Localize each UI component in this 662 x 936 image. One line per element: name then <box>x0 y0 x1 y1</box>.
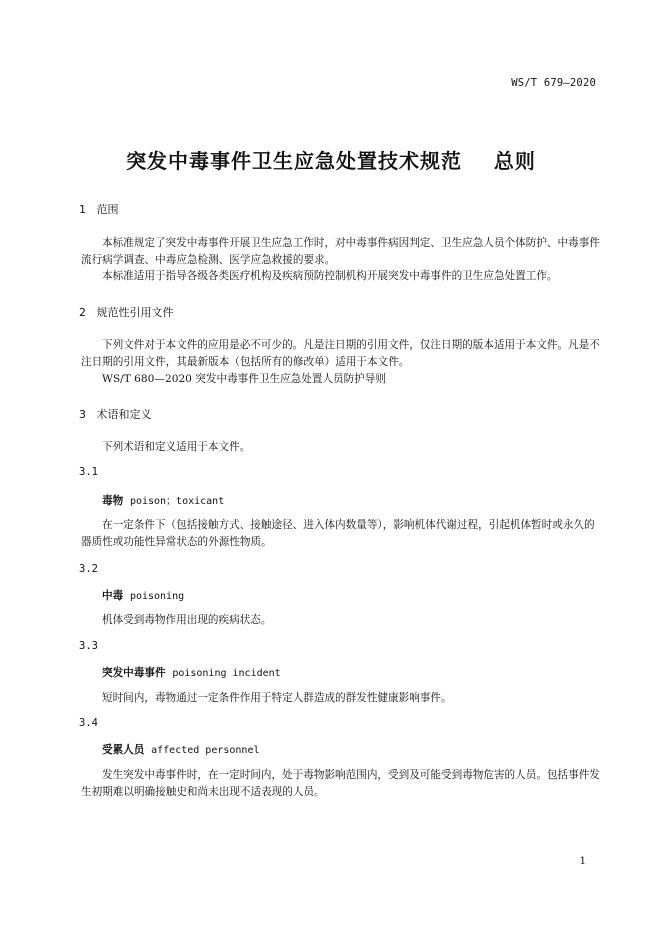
document-title: 突发中毒事件卫生应急处置技术规范 总则 <box>126 149 536 173</box>
section-1-paragraph-1: 本标准规定了突发中毒事件开展卫生应急工作时，对中毒事件病因判定、卫生应急人员个体防护、中毒事件流行病学调查、中毒应急检测、医学应急救援的要求。 <box>81 237 600 266</box>
section-3-heading: 3 术语和定义 <box>79 408 152 421</box>
section-1-paragraph-2: 本标准适用于指导各级各类医疗机构及疾病预防控制机构开展突发中毒事件的卫生应急处置工作。 <box>102 270 558 282</box>
term-name-zh: 突发中毒事件 <box>102 667 166 679</box>
term-number: 3.4 <box>79 717 98 729</box>
section-1-heading: 1 范围 <box>79 203 119 216</box>
term-number: 3.1 <box>79 466 98 478</box>
term-name-en: poisoning incident <box>172 668 281 679</box>
term-number: 3.2 <box>79 563 98 575</box>
section-2-heading: 2 规范性引用文件 <box>79 306 174 319</box>
term-definition: 发生突发中毒事件时，在一定时间内，处于毒物影响范围内，受到及可能受到毒物危害的人员。包括事件发生初期难以明确接触史和尚未出现不适表现的人员。 <box>81 769 600 798</box>
term-name-zh: 受累人员 <box>102 744 145 756</box>
term-definition: 短时间内，毒物通过一定条件作用于特定人群造成的群发性健康影响事件。 <box>102 692 452 704</box>
term-heading <box>102 492 224 508</box>
normative-reference-item: WS/T 680—2020 突发中毒事件卫生应急处置人员防护导则 <box>102 373 386 385</box>
page-number: 1 <box>579 856 586 867</box>
term-name-en: poison；toxicant <box>129 496 225 507</box>
term-heading <box>102 588 184 603</box>
standard-number: WS/T 679—2020 <box>511 77 596 89</box>
term-definition: 在一定条件下（包括接触方式、接触途径、进入体内数量等），影响机体代谢过程，引起机体暂时或永久的器质性或功能性异常状态的外源性物质。 <box>81 519 595 548</box>
term-name-en: poisoning <box>129 591 185 602</box>
term-heading <box>102 665 281 680</box>
term-name-en: affected personnel <box>151 745 260 756</box>
term-number: 3.3 <box>79 640 98 652</box>
term-heading <box>102 742 260 757</box>
section-2-paragraph-1: 下列文件对于本文件的应用是必不可少的。凡是注日期的引用文件，仅注日期的版本适用于本文件。凡是不注日期的引用文件，其最新版本（包括所有的修改单）适用于本文件。 <box>81 339 600 368</box>
term-name-zh: 中毒 <box>102 590 124 602</box>
term-name-zh: 毒物 <box>102 495 124 507</box>
term-definition: 机体受到毒物作用出现的疾病状态。 <box>102 614 272 626</box>
section-3-intro: 下列术语和定义适用于本文件。 <box>102 441 251 453</box>
